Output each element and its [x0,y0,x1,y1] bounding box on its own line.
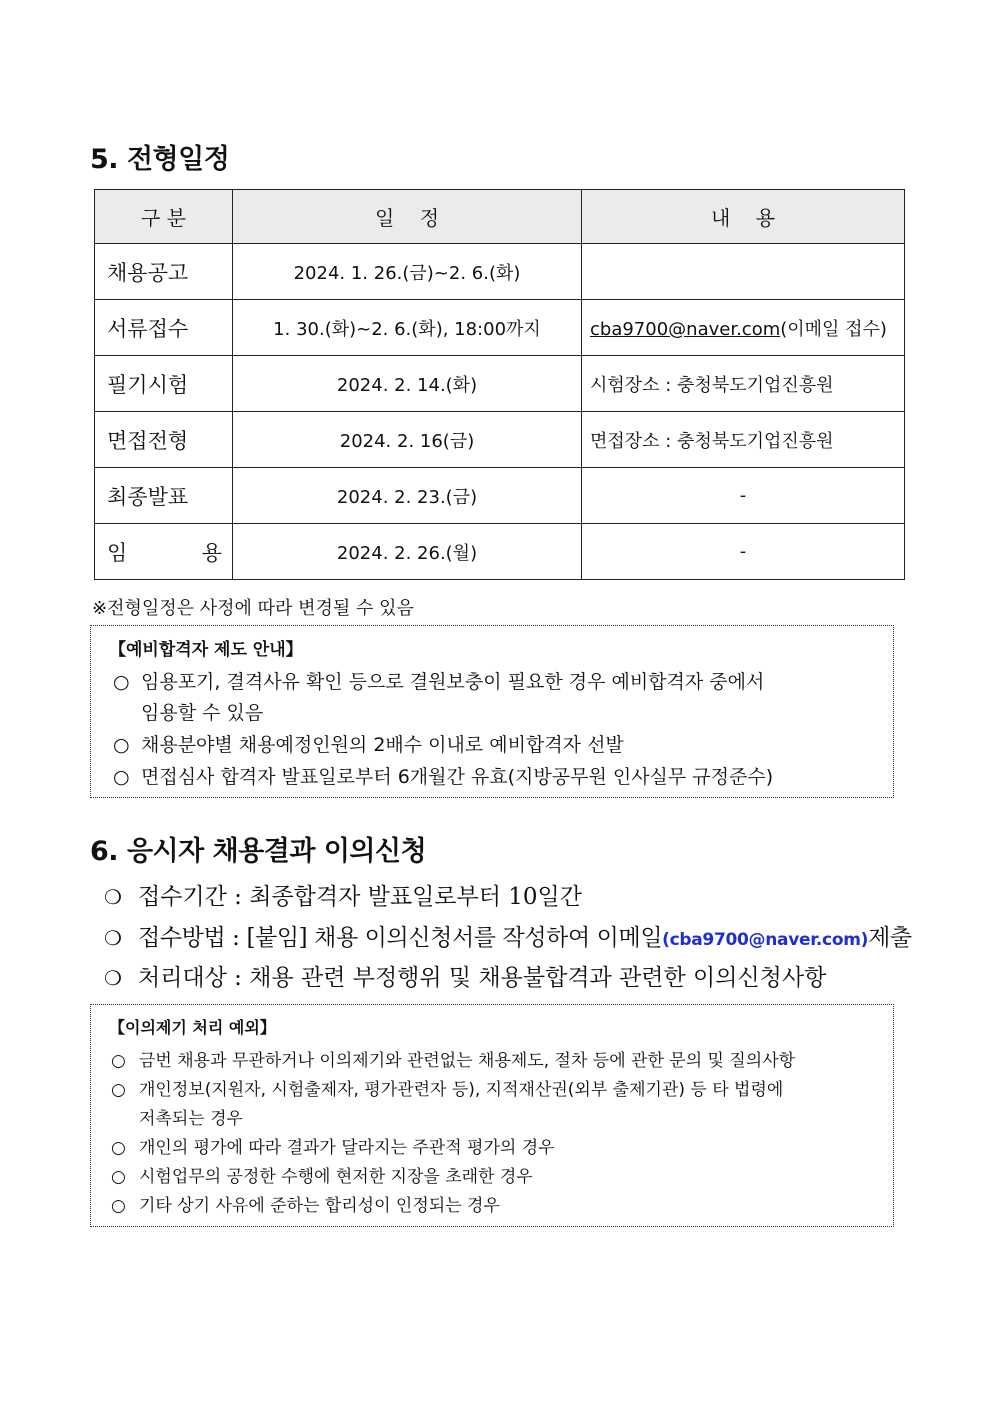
table-header-row [95,190,905,244]
row-content: - [582,524,905,580]
row-category: 채용공고 [95,244,233,300]
schedule-table [94,189,905,580]
table-row [95,244,905,300]
row-schedule: 1. 30.(화)~2. 6.(화), 18:00까지 [233,300,582,356]
objection-item: ❍ 접수기간 : 최종합격자 발표일로부터 10일간 [104,884,582,910]
header-content: 내 용 [582,190,905,244]
row-category: 최종발표 [95,468,233,524]
row-schedule: 2024. 2. 23.(금) [233,468,582,524]
row-schedule: 2024. 2. 16(금) [233,412,582,468]
list-item-continued: 저촉되는 경우 [139,1109,243,1129]
list-item: ○ 개인의 평가에 따라 결과가 달라지는 주관적 평가의 경우 [111,1138,555,1158]
objection-item: ❍ 처리대상 : 채용 관련 부정행위 및 채용불합격과 관련한 이의신청사항 [104,965,827,991]
table-row [95,356,905,412]
row-schedule: 2024. 1. 26.(금)~2. 6.(화) [233,244,582,300]
list-item: ○ 개인정보(지원자, 시험출제자, 평가관련자 등), 지적재산권(외부 출제기관) 등 타 법령에 [111,1080,784,1100]
list-item: ○ 임용포기, 결격사유 확인 등으로 결원보충이 필요한 경우 예비합격자 중에서 [113,671,765,693]
objection-item: ❍ 접수방법 : [붙임] 채용 이의신청서를 작성하여 이메일(cba9700@naver.com)제출 [104,925,912,951]
bullet-icon: ○ [111,1138,126,1158]
reserve-candidate-box [90,625,894,798]
header-category: 구 분 [95,190,233,244]
bullet-icon: ○ [113,766,130,788]
table-row [95,412,905,468]
row-content: 면접장소 : 충청북도기업진흥원 [582,412,905,468]
list-item-continued: 임용할 수 있음 [141,702,264,724]
circle-bullet-icon: ❍ [104,926,122,950]
row-content [582,300,905,356]
bullet-icon: ○ [111,1196,126,1216]
bullet-icon: ○ [113,734,130,756]
bullet-icon: ○ [111,1080,126,1100]
section-6-title: 6. 응시자 채용결과 이의신청 [90,836,427,867]
bullet-icon: ○ [111,1167,126,1187]
bullet-icon: ○ [111,1051,126,1071]
row-schedule: 2024. 2. 14.(화) [233,356,582,412]
reserve-box-title: 【예비합격자 제도 안내】 [109,640,303,660]
schedule-note: ※전형일정은 사정에 따라 변경될 수 있음 [92,598,414,619]
row-category: 임 용 [95,524,233,580]
section-5-title: 5. 전형일정 [90,144,230,175]
header-schedule: 일 정 [233,190,582,244]
circle-bullet-icon: ❍ [104,885,122,909]
exception-box-title: 【이의제기 처리 예외】 [109,1018,276,1037]
table-row [95,524,905,580]
table-row [95,468,905,524]
row-category: 서류접수 [95,300,233,356]
email-link[interactable]: cba9700@naver.com [590,318,781,340]
list-item: ○ 기타 상기 사유에 준하는 합리성이 인정되는 경우 [111,1196,500,1216]
row-schedule: 2024. 2. 26.(월) [233,524,582,580]
row-content [582,244,905,300]
table-row [95,300,905,356]
list-item: ○ 면접심사 합격자 발표일로부터 6개월간 유효(지방공무원 인사실무 규정준수) [113,766,774,788]
exception-box [90,1004,894,1227]
row-content: - [582,468,905,524]
email-suffix: (이메일 접수) [780,318,887,340]
objection-email-link[interactable]: (cba9700@naver.com) [662,930,869,950]
circle-bullet-icon: ❍ [104,966,122,990]
bullet-icon: ○ [113,671,130,693]
row-content: 시험장소 : 충청북도기업진흥원 [582,356,905,412]
row-category: 면접전형 [95,412,233,468]
list-item: ○ 시험업무의 공정한 수행에 현저한 지장을 초래한 경우 [111,1167,533,1187]
list-item: ○ 채용분야별 채용예정인원의 2배수 이내로 예비합격자 선발 [113,734,624,756]
list-item: ○ 금번 채용과 무관하거나 이의제기와 관련없는 채용제도, 절차 등에 관한 문의 및 질의사항 [111,1051,796,1071]
row-category: 필기시험 [95,356,233,412]
